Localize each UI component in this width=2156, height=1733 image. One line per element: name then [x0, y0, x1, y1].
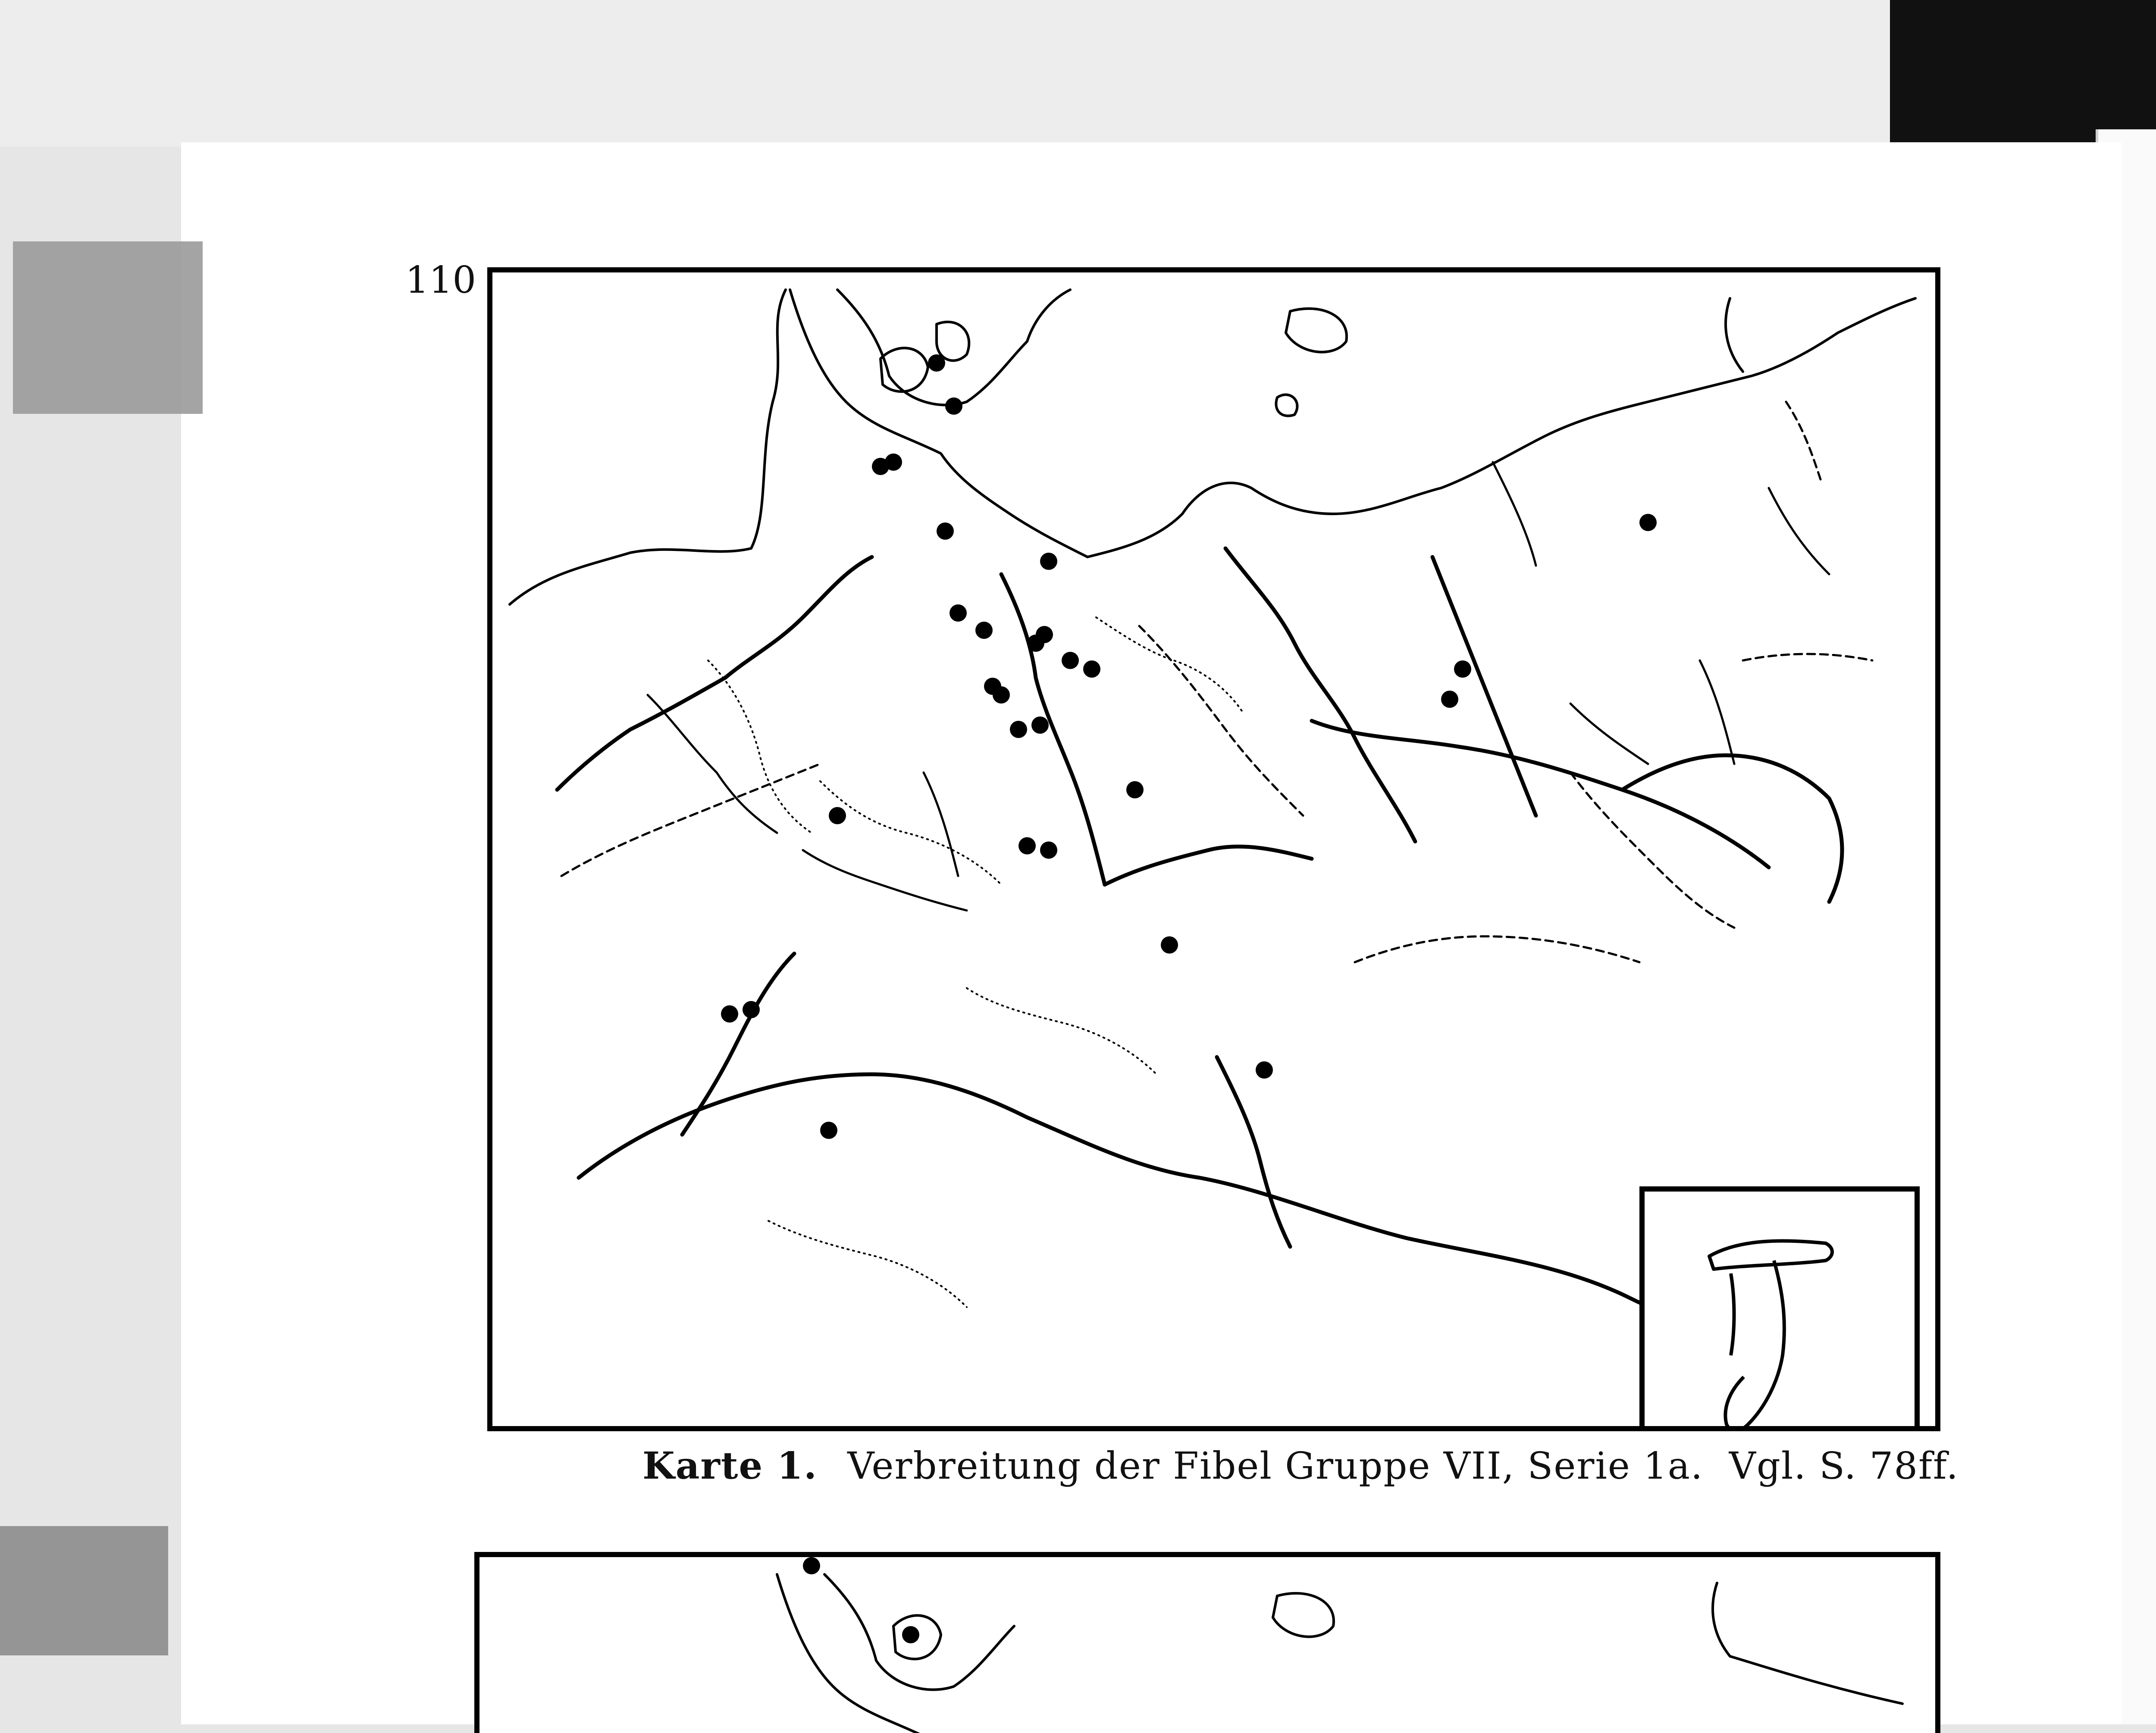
find-spot-marker	[1040, 553, 1057, 570]
border	[1570, 773, 1734, 928]
island	[1276, 395, 1297, 416]
next-distribution-map	[474, 1552, 1940, 1733]
map-caption	[642, 1444, 1959, 1488]
find-spot-marker	[928, 354, 945, 372]
river	[557, 557, 872, 790]
tributary	[1700, 660, 1734, 764]
find-spot-marker	[1083, 660, 1100, 678]
coastline	[837, 290, 1070, 405]
tributary	[924, 773, 958, 876]
adhesive-tape	[0, 1526, 168, 1655]
fibula-icon	[1645, 1192, 1915, 1431]
find-spot-marker	[1126, 781, 1144, 798]
border	[1743, 654, 1872, 660]
tributary	[1570, 704, 1648, 764]
find-spot-marker	[993, 686, 1010, 704]
coastline	[824, 1574, 1014, 1690]
adhesive-tape	[13, 241, 203, 414]
find-spot-marker	[803, 1557, 820, 1574]
contour-line	[1096, 617, 1243, 712]
island	[1286, 309, 1347, 352]
coastline	[790, 290, 1087, 557]
tributary	[648, 695, 777, 833]
find-spot-marker	[1639, 514, 1657, 531]
coastline	[1713, 1583, 1902, 1704]
contour-line	[768, 1221, 967, 1307]
find-spot-marker	[1018, 837, 1036, 854]
river	[1217, 1057, 1290, 1247]
coastline	[510, 290, 786, 604]
find-spot-marker	[1454, 660, 1471, 678]
find-spot-marker	[902, 1626, 919, 1643]
find-spot-marker	[1256, 1061, 1273, 1079]
caption-reference: Vgl. S. 78ff.	[1729, 1445, 1959, 1488]
coastline	[1087, 436, 1545, 557]
find-spot-marker	[1036, 626, 1053, 643]
border	[561, 764, 820, 876]
border	[1786, 402, 1821, 479]
find-spot-marker	[1161, 936, 1178, 954]
page-number: 110	[405, 259, 476, 302]
river	[1105, 847, 1312, 885]
find-spot-marker	[950, 604, 967, 622]
fibula-inset	[1639, 1186, 1920, 1431]
find-spot-marker	[945, 397, 962, 415]
find-spot-marker	[975, 622, 993, 639]
find-spot-marker	[1031, 716, 1049, 734]
find-spot-marker	[1040, 841, 1057, 859]
scan-background	[0, 0, 2156, 147]
river	[1225, 548, 1415, 841]
contour-line	[967, 988, 1156, 1074]
tributary	[1493, 462, 1536, 566]
find-spot-marker	[1441, 691, 1458, 708]
island	[1273, 1593, 1334, 1637]
find-spot-marker	[1010, 721, 1027, 738]
coastline	[1726, 298, 1743, 372]
border	[1139, 626, 1303, 816]
find-spots	[721, 354, 1657, 1139]
find-spot-marker	[1062, 652, 1079, 669]
caption-title: Verbreitung der Fibel Gruppe VII, Serie 1a.	[847, 1445, 1704, 1488]
contour-line	[820, 781, 1001, 885]
find-spot-marker	[743, 1001, 760, 1018]
find-spot-marker	[820, 1122, 837, 1139]
find-spot-marker	[937, 522, 954, 540]
island	[937, 322, 969, 361]
find-spot-marker	[829, 807, 846, 824]
river	[1312, 721, 1769, 867]
caption-label: Karte 1.	[642, 1444, 818, 1488]
tributary	[803, 850, 967, 910]
river	[682, 954, 794, 1135]
river	[579, 1074, 1786, 1328]
find-spot-marker	[721, 1005, 738, 1023]
tributary	[1769, 488, 1829, 574]
river	[1622, 755, 1842, 902]
find-spot-marker	[885, 454, 902, 471]
border	[1355, 936, 1639, 962]
next-map-drawing	[479, 1557, 1940, 1733]
coastline	[1545, 298, 1915, 436]
coastline	[777, 1574, 928, 1733]
distribution-map	[487, 267, 1940, 1431]
contour-line	[708, 660, 812, 833]
river	[1432, 557, 1536, 816]
